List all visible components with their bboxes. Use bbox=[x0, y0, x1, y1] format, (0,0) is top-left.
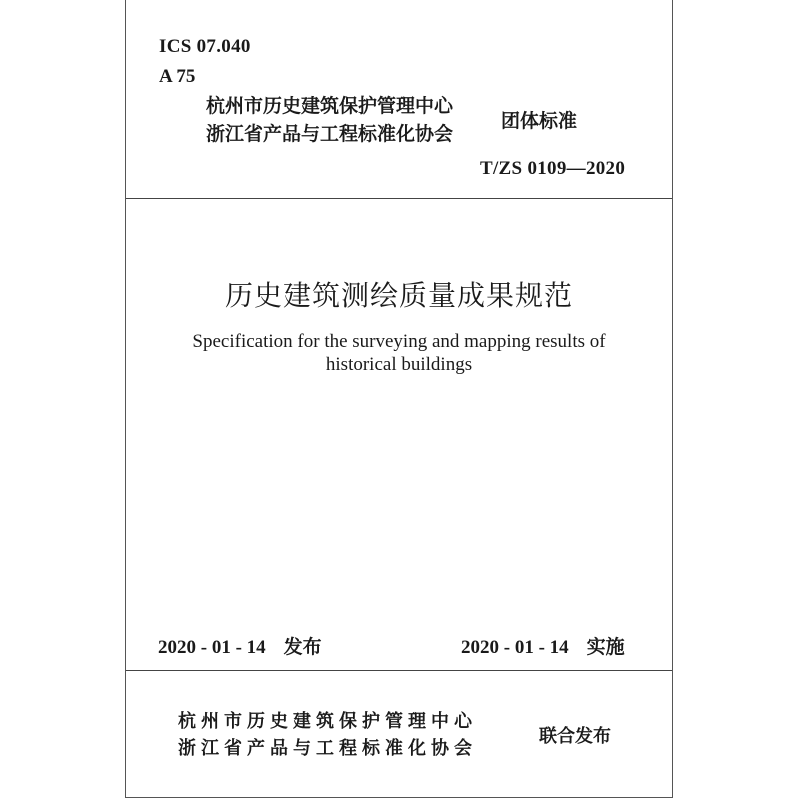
standard-type: 团体标准 bbox=[501, 110, 578, 132]
english-title-line-2: historical buildings bbox=[325, 354, 473, 375]
publish-label: 发布 bbox=[283, 636, 322, 658]
issuing-organizations bbox=[206, 92, 453, 148]
footer-issuer-zhejiang: 浙江省产品与工程标准化协会 bbox=[178, 738, 477, 759]
joint-publish-label: 联合发布 bbox=[539, 726, 611, 747]
english-title-line-1: Specification for the surveying and mapping results of bbox=[192, 331, 606, 352]
joint-issuing-organizations bbox=[178, 708, 477, 762]
standard-code: T/ZS 0109—2020 bbox=[480, 158, 626, 179]
publish-date: 2020 - 01 - 14 bbox=[158, 637, 266, 658]
ics-code: ICS 07.040 bbox=[159, 36, 251, 57]
implement-label: 实施 bbox=[586, 636, 625, 658]
footer-issuer-hangzhou: 杭州市历史建筑保护管理中心 bbox=[178, 711, 477, 732]
standard-cover bbox=[125, 0, 673, 798]
issuer-hangzhou: 杭州市历史建筑保护管理中心 bbox=[206, 95, 454, 117]
header-divider bbox=[126, 198, 672, 199]
document-title-chinese: 历史建筑测绘质量成果规范 bbox=[224, 279, 573, 312]
implement-date-group bbox=[461, 632, 625, 659]
classification-code: A 75 bbox=[159, 66, 196, 87]
issuer-zhejiang: 浙江省产品与工程标准化协会 bbox=[206, 123, 454, 145]
document-title-english bbox=[126, 330, 672, 376]
implement-date: 2020 - 01 - 14 bbox=[461, 637, 569, 658]
publish-date-group bbox=[158, 632, 322, 659]
footer-divider bbox=[126, 670, 672, 671]
